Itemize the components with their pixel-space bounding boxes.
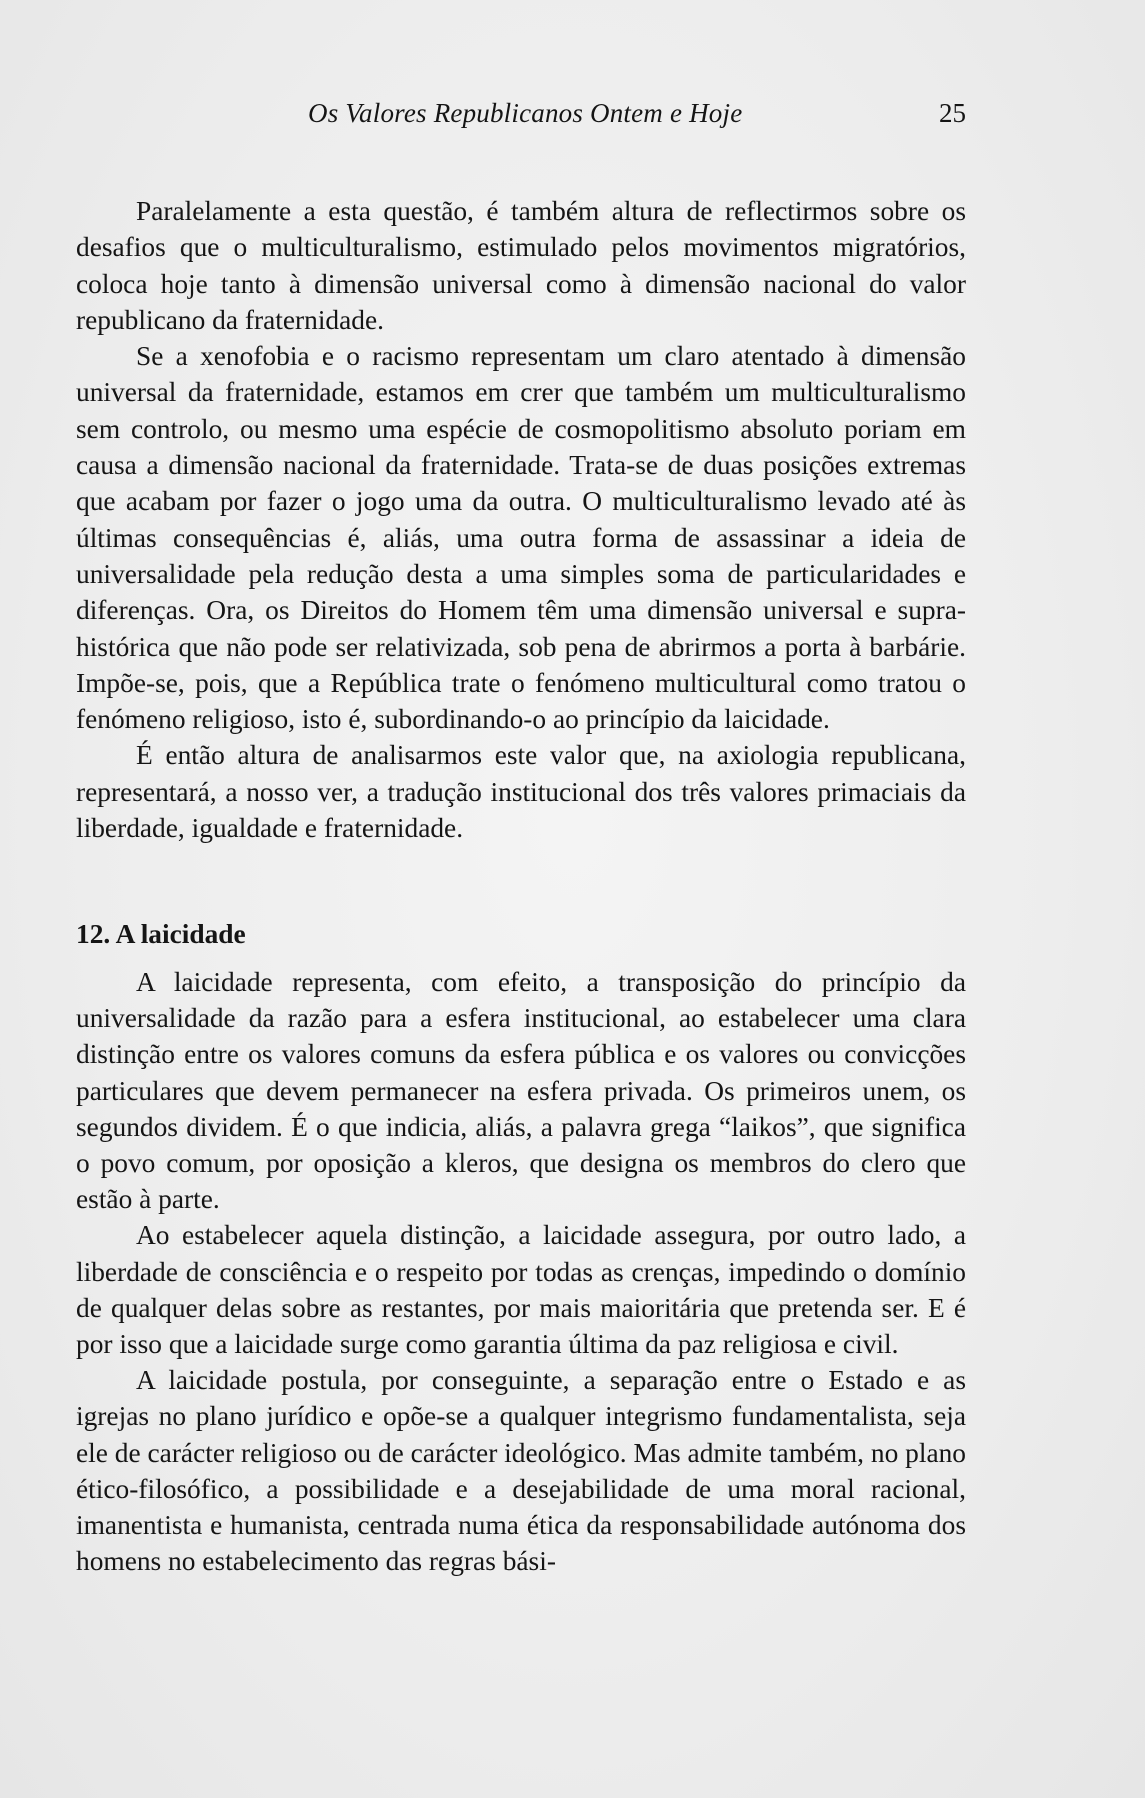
paragraph: É então altura de analisarmos este valor que, na axiologia republicana, representará, a nosso ver, a tradução institucional dos três valores primaciais da liberdade, igualdade e fraternidade. <box>76 740 966 844</box>
paragraph: Se a xenofobia e o racismo representam um claro atentado à dimensão universal da fraternidade, estamos em crer que também um multiculturalismo sem controlo, ou mesmo uma espécie de cosmopolitismo absoluto poriam em causa a dimensão nacional da fraternidade. Trata-se de duas posições extremas que acabam por fazer o jogo uma da outra. O multiculturalismo levado até às últimas consequências é, aliás, uma outra forma de assassinar a ideia de universalidade pela redução desta a uma simples soma de particularidades e diferenças. Ora, os Direitos do Homem têm uma dimensão universal e supra-histórica que não pode ser relativizada, sob pena de abrirmos a porta à barbárie. Impõe-se, pois, que a República trate o fenómeno multicultural como tratou o fenómeno religioso, isto é, subordinando-o ao princípio da laicidade. <box>76 341 966 735</box>
paragraph: Ao estabelecer aquela distinção, a laicidade assegura, por outro lado, a liberdade de consciência e o respeito por todas as crenças, impedindo o domínio de qualquer delas sobre as restantes, por mais maioritária que pretenda ser. E é por isso que a laicidade surge como garantia última da paz religiosa e civil. <box>76 1220 966 1360</box>
running-title: Os Valores Republicanos Ontem e Hoje <box>308 98 743 128</box>
running-head <box>76 98 966 138</box>
section-body <box>76 964 966 1579</box>
paragraph: A laicidade representa, com efeito, a transposição do princípio da universalidade da razão para a esfera institucional, ao estabelecer uma clara distinção entre os valores comuns da esfera pública e os valores ou convicções particulares que devem permanecer na esfera privada. Os primeiros unem, os segundos dividem. É o que indicia, aliás, a palavra grega “laikos”, que significa o povo comum, por oposição a kleros, que designa os membros do clero que estão à parte. <box>76 967 966 1215</box>
paragraph: A laicidade postula, por conseguinte, a separação entre o Estado e as igrejas no plano jurídico e opõe-se a qualquer integrismo fundamentalista, seja ele de carácter religioso ou de carácter ideológico. Mas admite também, no plano ético-filosófico, a possibilidade e a desejabilidade de uma moral racional, imanentista e humanista, centrada numa ética da responsabilidade autónoma dos homens no estabelecimento das regras bási- <box>76 1365 966 1577</box>
paragraph: Paralelamente a esta questão, é também altura de reflectirmos sobre os desafios que o multiculturalismo, estimulado pelos movimentos migratórios, coloca hoje tanto à dimensão universal como à dimensão nacional do valor republicano da fraternidade. <box>76 196 966 335</box>
section-heading: 12. A laicidade <box>76 919 246 949</box>
intro-text <box>76 193 966 846</box>
page-number: 25 <box>939 98 966 128</box>
